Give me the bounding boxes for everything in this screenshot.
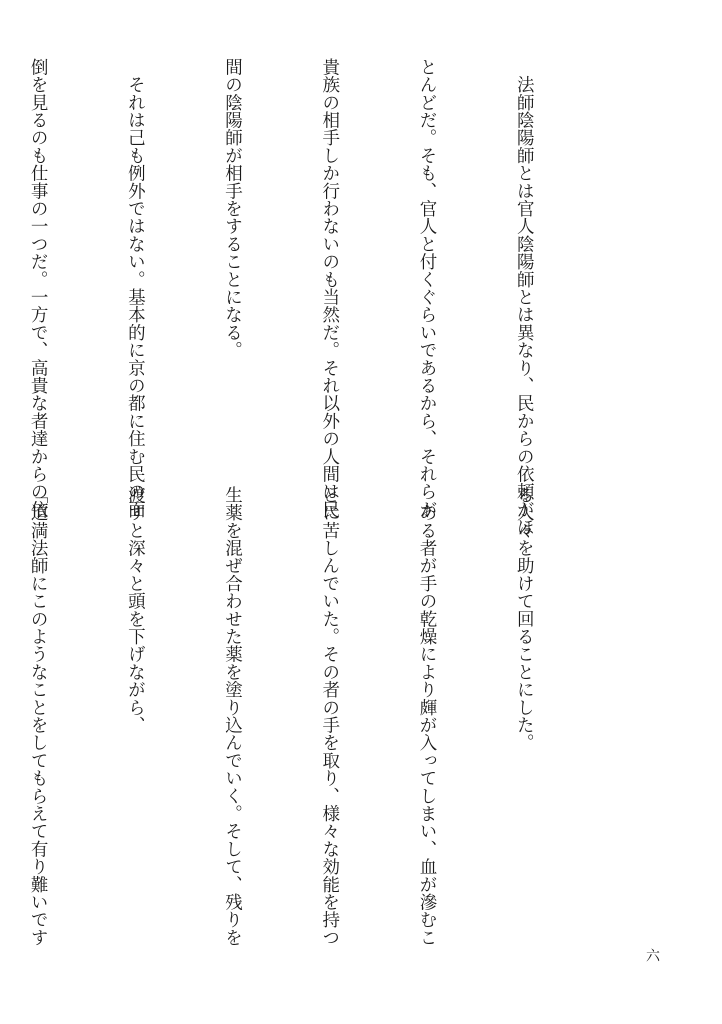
text-line: それは己も例外ではない。基本的に京の都に住む民の面 — [125, 58, 146, 519]
text-line: 渡すと深々と頭を下げながら、 — [125, 486, 146, 734]
text-line: る人々を助けて回ることにした。 — [514, 486, 535, 752]
text-line: 「道満法師にこのようなことをしてもらえて有り難いです — [28, 486, 49, 947]
page-number: 六 — [644, 948, 660, 962]
text-block-bottom — [28, 486, 605, 1016]
text-line: 間の陰陽師が相手をすることになる。 — [222, 58, 243, 359]
text-line: ある者が手の乾燥により皹が入ってしまい、血が滲むこ — [416, 486, 437, 947]
text-line: 生薬を混ぜ合わせた薬を塗り込んでいく。そして、残りを — [222, 486, 243, 947]
text-line: 倒を見るのも仕事の一つだ。一方で、高貴な者達からの依 — [28, 58, 49, 519]
text-line: とに苦しんでいた。その者の手を取り、様々な効能を持つ — [319, 486, 340, 947]
text-line: 貴族の相手しか行わないのも当然だ。それ以外の人間は民 — [319, 58, 340, 519]
text-line: 法師陰陽師とは官人陰陽師とは異なり、民からの依頼がほ — [514, 58, 535, 536]
text-block-top — [28, 58, 605, 536]
text-line: とんどだ。そも、官人と付くぐらいであるから、それらが — [416, 58, 437, 519]
